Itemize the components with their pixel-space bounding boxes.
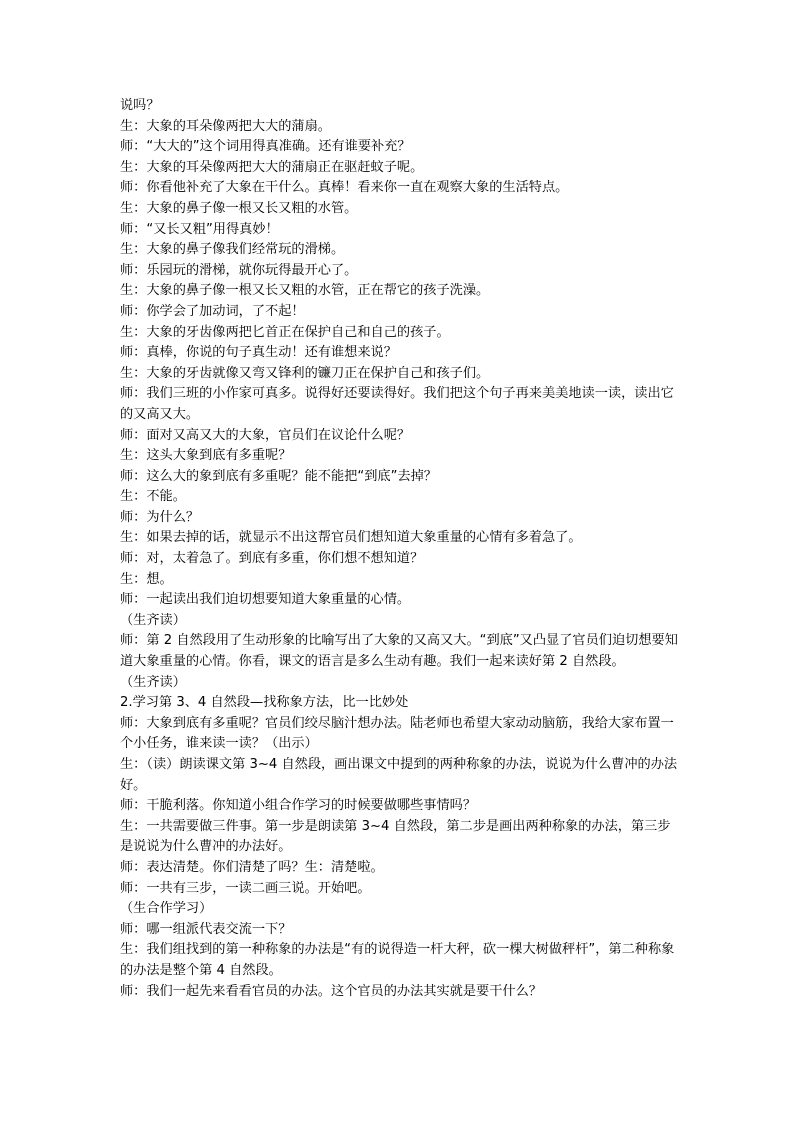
text-line: 师：一共有三步，一读二画三说。开始吧。 xyxy=(120,880,371,896)
text-line: 生：大象的耳朵像两把大大的蒲扇正在驱赶蚊子呢。 xyxy=(120,159,424,175)
text-line: 师：你学会了加动词，了不起！ xyxy=(120,303,305,319)
text-line: 师：“大大的”这个词用得真准确。还有谁要补充？ xyxy=(120,139,411,155)
text-line: 师：真棒，你说的句子真生动！还有谁想来说？ xyxy=(120,345,397,361)
text-line: 生：大象的鼻子像我们经常玩的滑梯。 xyxy=(120,242,345,258)
text-line: 生：大象的鼻子像一根又长又粗的水管，正在帮它的孩子洗澡。 xyxy=(120,283,490,299)
text-line: 师：“又长又粗”用得真妙！ xyxy=(120,221,279,237)
text-line: 生：大象的牙齿就像又弯又锋利的镰刀正在保护自己和孩子们。 xyxy=(120,365,490,381)
text-line: 生：这头大象到底有多重呢？ xyxy=(120,448,292,464)
section-heading: 2.学习第 3、4 自然段—找称象方法，比一比妙处 xyxy=(120,695,409,711)
text-paragraph: 师：第 2 自然段用了生动形象的比喻写出了大象的又高又大。“到底”又凸显了官员们迫切想要知道大象重量的心情。你看，课文的语言是多么生动有趣。我们一起来读好第 2 自然段。 xyxy=(120,633,678,670)
text-line: 师：你看他补充了大象在干什么。真棒！看来你一直在观察大象的生活特点。 xyxy=(120,180,569,196)
text-line: 师：乐园玩的滑梯，就你玩得最开心了。 xyxy=(120,262,358,278)
text-line: 师：哪一组派代表交流一下？ xyxy=(120,921,292,937)
text-line: 师：干脆利落。你知道小组合作学习的时候要做哪些事情吗？ xyxy=(120,798,477,814)
text-line: 生：不能。 xyxy=(120,489,186,505)
text-paragraph: 师：大象到底有多重呢？官员们绞尽脑汁想办法。陆老师也希望大家动动脑筋，我给大家布置一个小任务，谁来读一读？（出示） xyxy=(120,715,674,752)
text-line: 师：一起读出我们迫切想要知道大象重量的心情。 xyxy=(120,592,411,608)
text-line: 师：面对又高又大的大象，官员们在议论什么呢？ xyxy=(120,427,411,443)
text-line: 生：想。 xyxy=(120,571,173,587)
text-line: 生：大象的牙齿像两把匕首正在保护自己和自己的孩子。 xyxy=(120,324,450,340)
text-paragraph: 生：我们组找到的第一种称象的办法是“有的说得造一杆大秤，砍一棵大树做秤杆”，第二种称象的办法是整个第 4 自然段。 xyxy=(120,942,675,978)
stage-direction: （生齐读） xyxy=(120,674,186,690)
stage-direction: （生齐读） xyxy=(120,612,186,628)
document-page xyxy=(120,96,680,1002)
text-line: 生：大象的鼻子像一根又长又粗的水管。 xyxy=(120,200,358,216)
text-line: 师：为什么？ xyxy=(120,509,200,525)
text-line: 师：这么大的象到底有多重呢？能不能把“到底”去掉？ xyxy=(120,468,437,484)
text-paragraph: 生：一共需要做三件事。第一步是朗读第 3~4 自然段，第二步是画出两种称象的办法，第三步是说说为什么曹冲的办法好。 xyxy=(120,818,671,855)
text-paragraph: 师：我们三班的小作家可真多。说得好还要读得好。我们把这个句子再来美美地读一读，读出它的又高又大。 xyxy=(120,386,674,422)
text-line: 说吗？ xyxy=(120,98,160,113)
text-line: 生：如果去掉的话，就显示不出这帮官员们想知道大象重量的心情有多着急了。 xyxy=(120,530,582,546)
text-line: 师：我们一起先来看看官员的办法。这个官员的办法其实就是要干什么？ xyxy=(120,983,542,999)
text-line: 师：对，太着急了。到底有多重，你们想不想知道？ xyxy=(120,551,424,567)
text-line: 师：表达清楚。你们清楚了吗？生：清楚啦。 xyxy=(120,859,384,875)
stage-direction: （生合作学习） xyxy=(120,901,213,917)
text-line: 生：大象的耳朵像两把大大的蒲扇。 xyxy=(120,118,331,134)
text-paragraph: 生：（读）朗读课文第 3~4 自然段，画出课文中提到的两种称象的办法，说说为什么曹冲的办法好。 xyxy=(120,757,678,793)
